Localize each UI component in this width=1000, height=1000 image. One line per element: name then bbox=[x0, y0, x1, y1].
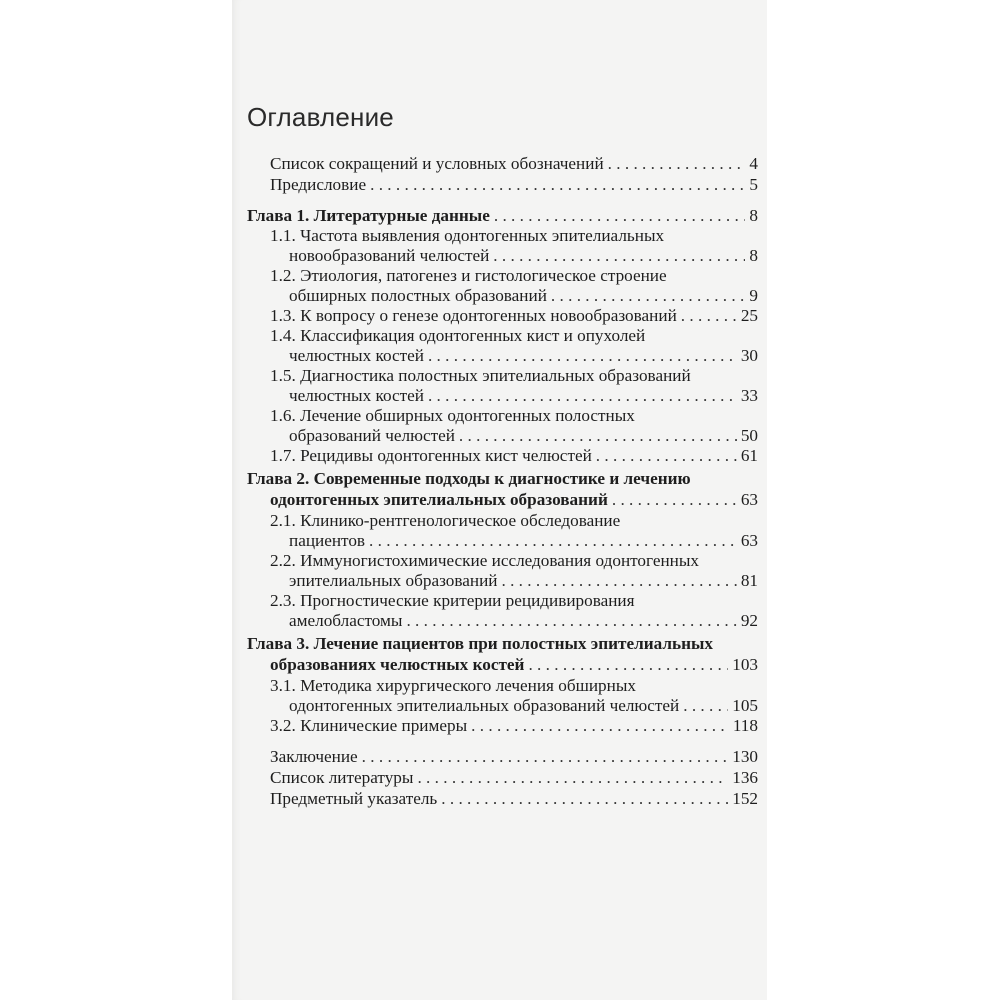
toc-entry-1-2[interactable]: обширных полостных образований . . . 9 bbox=[289, 285, 758, 306]
toc-entry-1-1-line1[interactable]: 1.1. Частота выявления одонтогенных эпителиальных bbox=[270, 226, 665, 245]
toc-entry-3-1[interactable]: одонтогенных эпителиальных образований челюстей . . . 105 bbox=[289, 695, 758, 716]
toc-entry-1-1[interactable]: новообразований челюстей . . . 8 bbox=[289, 245, 758, 266]
toc-entry-references[interactable]: Список литературы . . . 136 bbox=[270, 767, 758, 788]
toc-entry-conclusion[interactable]: Заключение . . . 130 bbox=[270, 746, 758, 767]
page-number: 33 bbox=[740, 386, 758, 405]
page-number: 63 bbox=[740, 490, 758, 509]
page-number: 130 bbox=[732, 747, 758, 766]
toc-chapter-2[interactable]: одонтогенных эпителиальных образований . . . 63 bbox=[270, 489, 758, 510]
toc-entry-1-3[interactable]: 1.3. К вопросу о генезе одонтогенных новообразований . . . 25 bbox=[270, 305, 758, 326]
page-number: 63 bbox=[740, 531, 758, 550]
toc-entry-1-2-line1[interactable]: 1.2. Этиология, патогенез и гистологическое строение bbox=[270, 266, 667, 285]
page-number: 61 bbox=[740, 446, 758, 465]
toc-entry-1-4[interactable]: челюстных костей . . . 30 bbox=[289, 345, 758, 366]
page-number: 5 bbox=[749, 175, 758, 194]
page-number: 118 bbox=[732, 716, 758, 735]
toc-chapter-3[interactable]: образованиях челюстных костей . . . 103 bbox=[270, 654, 758, 675]
page-number: 8 bbox=[749, 206, 758, 225]
page-number: 9 bbox=[749, 286, 758, 305]
page-number: 8 bbox=[749, 246, 758, 265]
page-number: 25 bbox=[740, 306, 758, 325]
page-number: 105 bbox=[732, 696, 758, 715]
page-number: 152 bbox=[732, 789, 758, 808]
toc-entry-preface[interactable]: Предисловие . . . 5 bbox=[270, 174, 758, 195]
toc-entry-index[interactable]: Предметный указатель . . . 152 bbox=[270, 788, 758, 809]
toc-chapter-1[interactable]: Глава 1. Литературные данные . . . 8 bbox=[247, 205, 758, 226]
page-number: 30 bbox=[740, 346, 758, 365]
toc-entry-2-2-line1[interactable]: 2.2. Иммуногистохимические исследования одонтогенных bbox=[270, 551, 700, 570]
toc-entry-3-1-line1[interactable]: 3.1. Методика хирургического лечения обширных bbox=[270, 676, 636, 695]
toc-chapter-3-line1[interactable]: Глава 3. Лечение пациентов при полостных эпителиальных bbox=[247, 634, 714, 653]
page-number: 103 bbox=[732, 655, 758, 674]
page-title: Оглавление bbox=[247, 102, 394, 132]
toc-entry-2-3-line1[interactable]: 2.3. Прогностические критерии рецидивирования bbox=[270, 591, 635, 610]
toc-entry-1-7[interactable]: 1.7. Рецидивы одонтогенных кист челюстей . . . 61 bbox=[270, 445, 758, 466]
toc-chapter-2-line1[interactable]: Глава 2. Современные подходы к диагностике и лечению bbox=[247, 469, 691, 488]
toc-entry-1-5-line1[interactable]: 1.5. Диагностика полостных эпителиальных образований bbox=[270, 366, 691, 385]
toc-entry-2-3[interactable]: амелобластомы . . . 92 bbox=[289, 610, 758, 631]
page-number: 81 bbox=[740, 571, 758, 590]
toc-entry-1-4-line1[interactable]: 1.4. Классификация одонтогенных кист и опухолей bbox=[270, 326, 646, 345]
toc-entry-abbreviations[interactable]: Список сокращений и условных обозначений . . . 4 bbox=[270, 153, 758, 174]
toc-entry-1-6[interactable]: образований челюстей . . . 50 bbox=[289, 425, 758, 446]
page-number: 50 bbox=[740, 426, 758, 445]
toc-entry-1-6-line1[interactable]: 1.6. Лечение обширных одонтогенных полостных bbox=[270, 406, 635, 425]
page-number: 136 bbox=[732, 768, 758, 787]
page-number: 4 bbox=[749, 154, 758, 173]
toc-entry-2-1[interactable]: пациентов . . . 63 bbox=[289, 530, 758, 551]
toc-entry-1-5[interactable]: челюстных костей . . . 33 bbox=[289, 385, 758, 406]
toc-entry-2-1-line1[interactable]: 2.1. Клинико-рентгенологическое обследование bbox=[270, 511, 621, 530]
toc-entry-2-2[interactable]: эпителиальных образований . . . 81 bbox=[289, 570, 758, 591]
page-number: 92 bbox=[740, 611, 758, 630]
toc-entry-3-2[interactable]: 3.2. Клинические примеры . . . 118 bbox=[270, 715, 758, 736]
